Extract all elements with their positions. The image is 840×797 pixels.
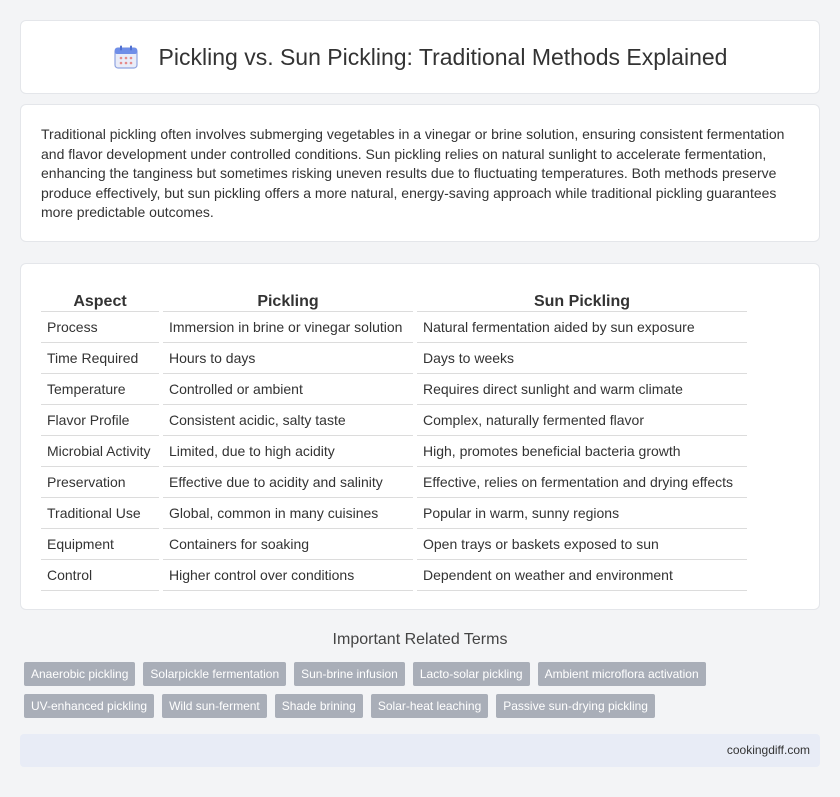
tag-link[interactable]: Shade brining	[275, 694, 363, 718]
tag-link[interactable]: Solarpickle fermentation	[143, 662, 286, 686]
cell-sun-pickling: Popular in warm, sunny regions	[417, 498, 747, 529]
table-row	[41, 560, 747, 591]
tag-link[interactable]: Sun-brine infusion	[294, 662, 405, 686]
tag-row	[24, 694, 824, 718]
cell-sun-pickling: Effective, relies on fermentation and drying effects	[417, 467, 747, 498]
intro-text: Traditional pickling often involves submerging vegetables in a vinegar or brine solution, ensuring consistent fermentation and flavor development under controlled conditions. Sun pickling relies on natural sunlight to accelerate fermentation, enhancing the tanginess but sometimes risking uneven results due to fluctuating temperatures. Both methods preserve produce effectively, but sun pickling offers a more natural, energy-saving approach while traditional pickling guarantees more predictable outcomes.	[41, 126, 785, 220]
cell-aspect: Process	[41, 312, 159, 343]
tag-link[interactable]: Ambient microflora activation	[538, 662, 706, 686]
cell-pickling: Limited, due to high acidity	[163, 436, 413, 467]
comparison-table	[37, 284, 751, 591]
tag-link[interactable]: Solar-heat leaching	[371, 694, 488, 718]
table-header-row	[41, 284, 747, 312]
table-row	[41, 374, 747, 405]
tag-link[interactable]: Anaerobic pickling	[24, 662, 135, 686]
cell-pickling: Controlled or ambient	[163, 374, 413, 405]
cell-aspect: Equipment	[41, 529, 159, 560]
cell-aspect: Temperature	[41, 374, 159, 405]
cell-pickling: Hours to days	[163, 343, 413, 374]
cell-pickling: Effective due to acidity and salinity	[163, 467, 413, 498]
table-row	[41, 436, 747, 467]
header-aspect: Aspect	[41, 284, 159, 312]
cell-aspect: Flavor Profile	[41, 405, 159, 436]
cell-pickling: Containers for soaking	[163, 529, 413, 560]
calendar-icon	[113, 44, 139, 70]
cell-aspect: Preservation	[41, 467, 159, 498]
cell-pickling: Consistent acidic, salty taste	[163, 405, 413, 436]
page-title: Pickling vs. Sun Pickling: Traditional Methods Explained	[158, 43, 728, 70]
cell-sun-pickling: Complex, naturally fermented flavor	[417, 405, 747, 436]
cell-sun-pickling: Dependent on weather and environment	[417, 560, 747, 591]
title-card	[20, 20, 820, 94]
cell-sun-pickling: Open trays or baskets exposed to sun	[417, 529, 747, 560]
table-row	[41, 343, 747, 374]
related-terms-tags	[24, 662, 824, 726]
tag-link[interactable]: Wild sun-ferment	[162, 694, 267, 718]
table-row	[41, 529, 747, 560]
cell-sun-pickling: Requires direct sunlight and warm climate	[417, 374, 747, 405]
cell-pickling: Higher control over conditions	[163, 560, 413, 591]
table-row	[41, 467, 747, 498]
tag-link[interactable]: Lacto-solar pickling	[413, 662, 530, 686]
table-row	[41, 312, 747, 343]
cell-aspect: Time Required	[41, 343, 159, 374]
cell-sun-pickling: Days to weeks	[417, 343, 747, 374]
cell-sun-pickling: Natural fermentation aided by sun exposure	[417, 312, 747, 343]
cell-aspect: Control	[41, 560, 159, 591]
cell-aspect: Traditional Use	[41, 498, 159, 529]
table-row	[41, 405, 747, 436]
cell-sun-pickling: High, promotes beneficial bacteria growth	[417, 436, 747, 467]
cell-pickling: Immersion in brine or vinegar solution	[163, 312, 413, 343]
cell-aspect: Microbial Activity	[41, 436, 159, 467]
cell-pickling: Global, common in many cuisines	[163, 498, 413, 529]
related-terms-title: Important Related Terms	[332, 631, 508, 648]
intro-card	[20, 104, 820, 242]
header-pickling: Pickling	[163, 284, 413, 312]
table-row	[41, 498, 747, 529]
comparison-table-card	[20, 263, 820, 610]
footer-site-link[interactable]: cookingdiff.com	[726, 743, 810, 757]
tag-row	[24, 662, 824, 686]
footer	[20, 734, 820, 767]
tag-link[interactable]: Passive sun-drying pickling	[496, 694, 655, 718]
tag-link[interactable]: UV-enhanced pickling	[24, 694, 154, 718]
header-sun-pickling: Sun Pickling	[417, 284, 747, 312]
